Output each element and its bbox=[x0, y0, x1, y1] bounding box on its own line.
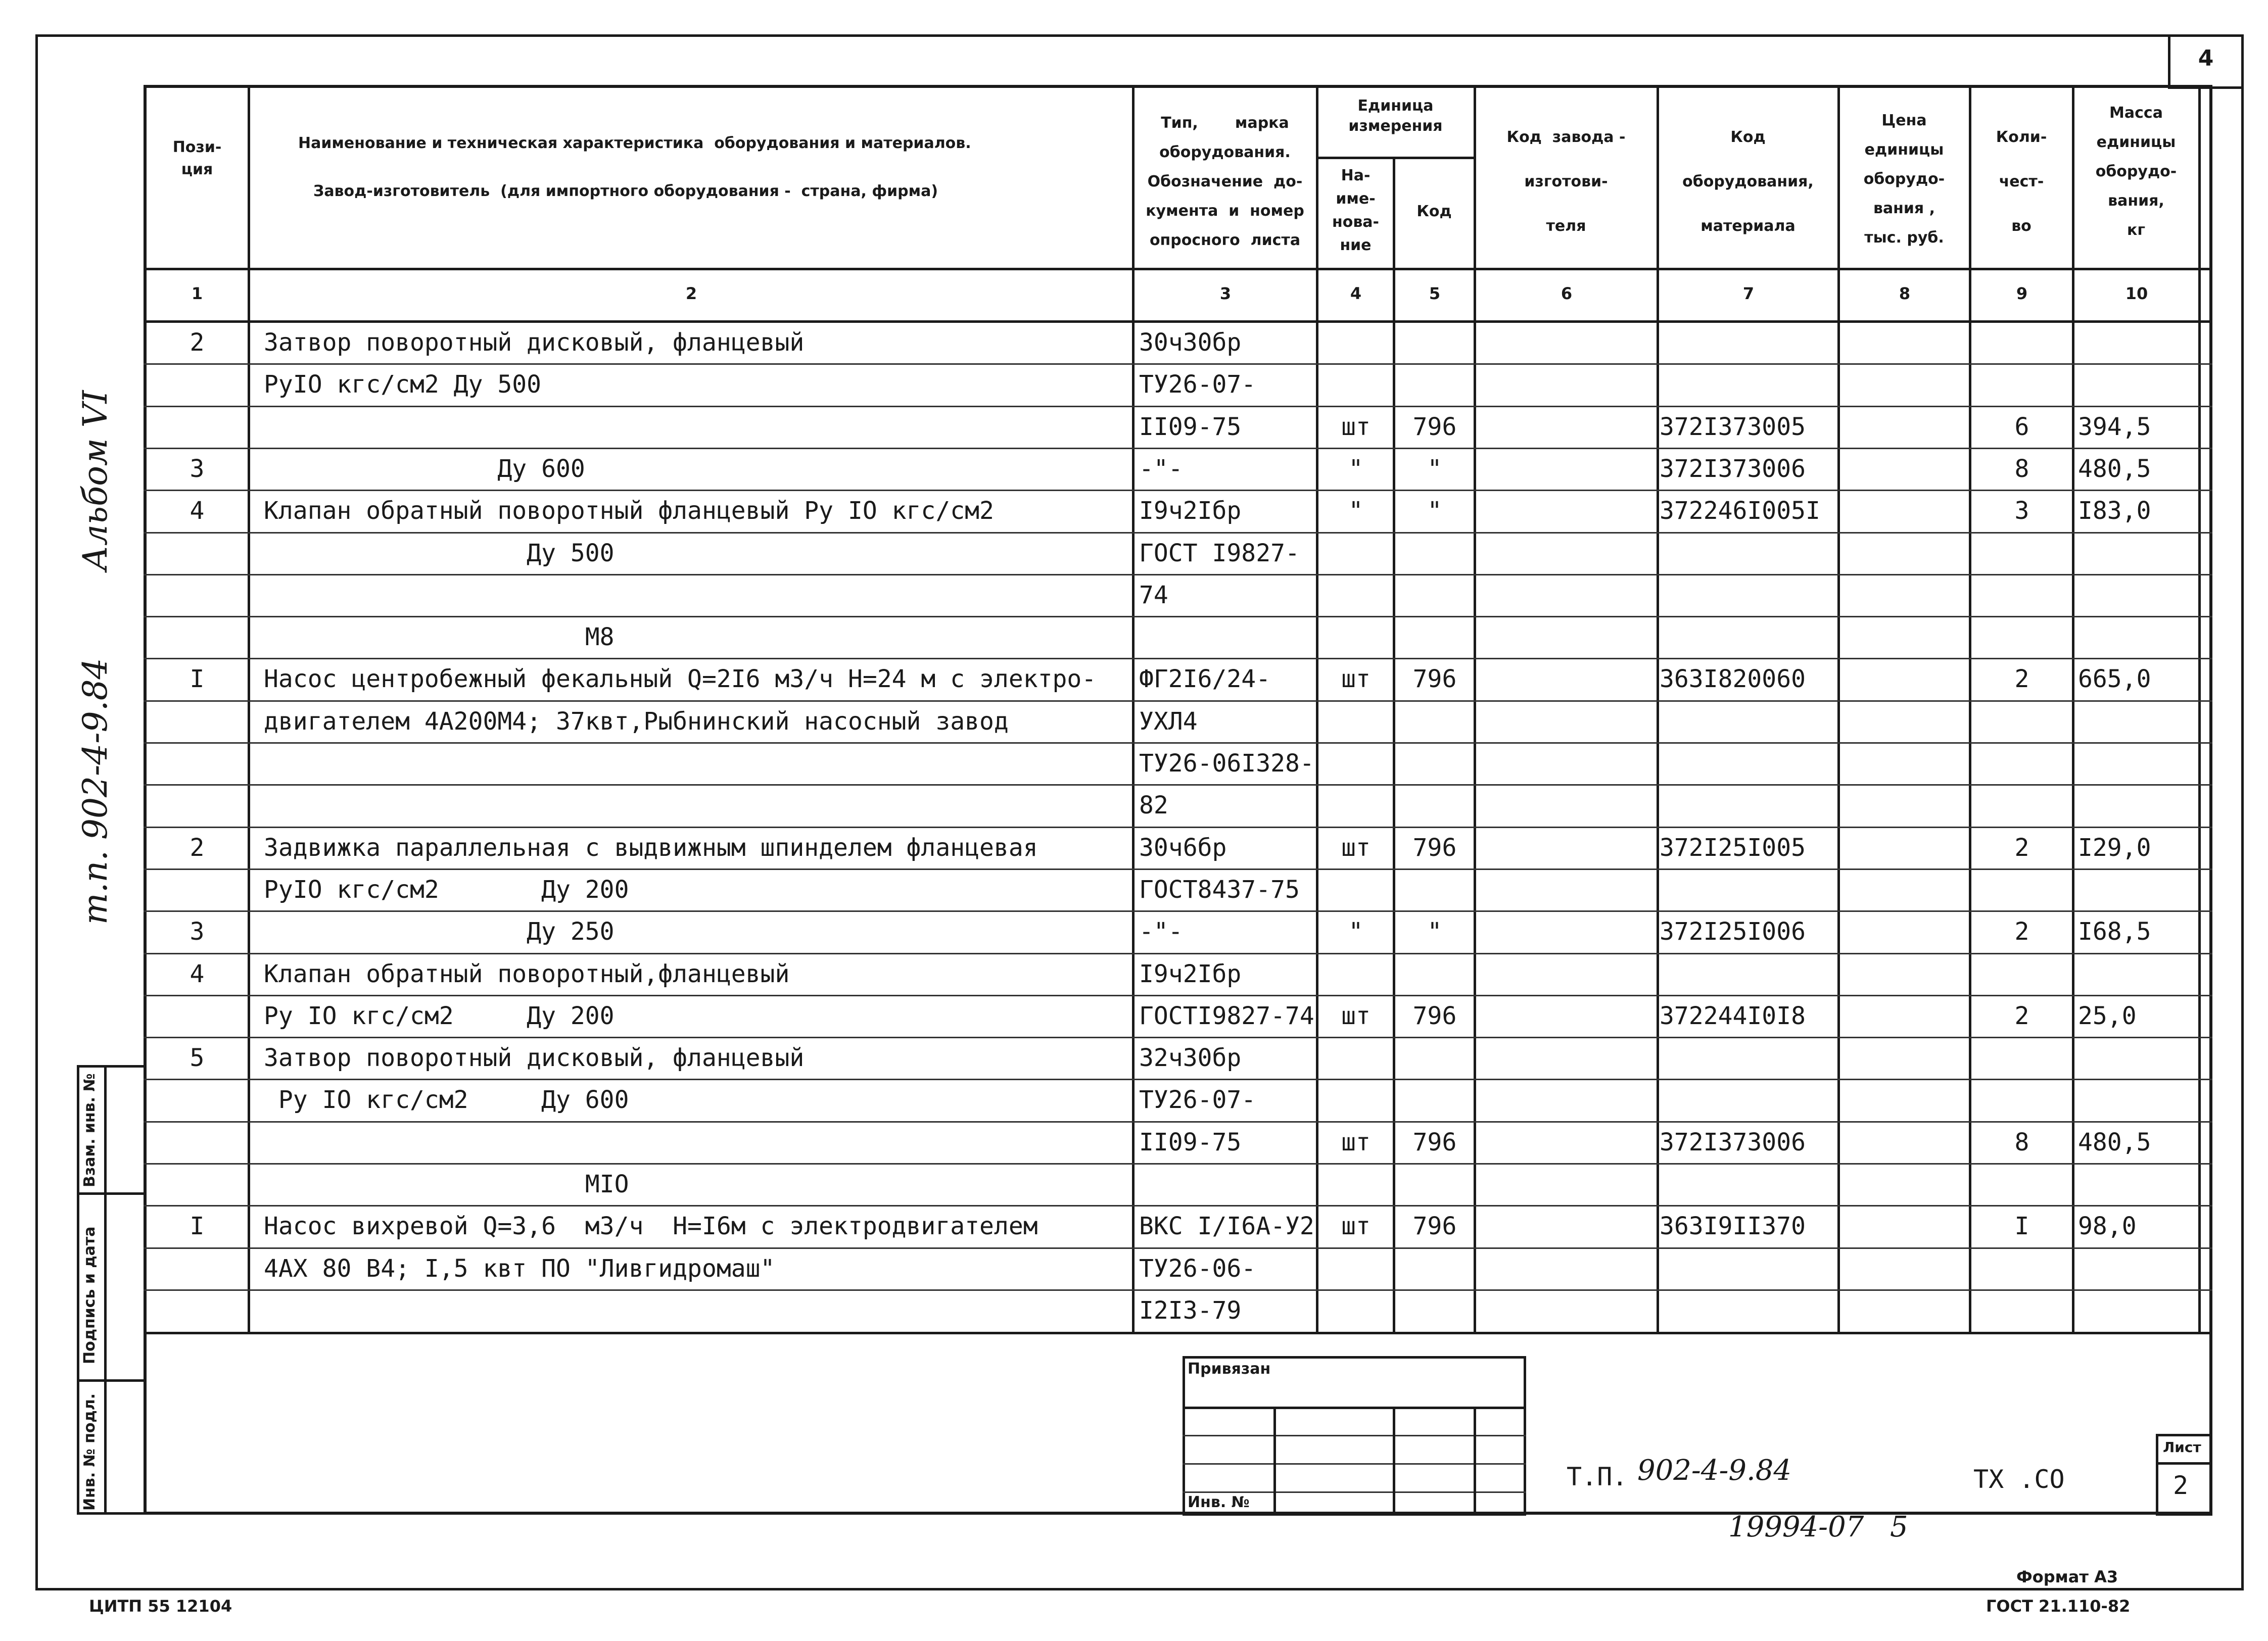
cell-mcode: 363I9II370 bbox=[1660, 1212, 1806, 1240]
cell-pos: 4 bbox=[190, 497, 205, 525]
column-number-7: 7 bbox=[1742, 284, 1755, 303]
row-divider bbox=[144, 448, 2212, 449]
inventory-label: Инв. № bbox=[1188, 1493, 1250, 1511]
side-album-text: Альбом VI bbox=[76, 390, 115, 571]
cell-pos: 2 bbox=[190, 834, 205, 862]
cell-type: УХЛ4 bbox=[1139, 707, 1198, 736]
cell-mcode: 372246I005I bbox=[1660, 497, 1820, 525]
cell-unit: " bbox=[1348, 497, 1363, 525]
cell-mcode: 372I373006 bbox=[1660, 1128, 1806, 1156]
cell-code: " bbox=[1427, 455, 1442, 483]
cell-unit: шт bbox=[1341, 1128, 1371, 1156]
cell-unit: шт bbox=[1341, 1212, 1371, 1240]
binding-v2 bbox=[1393, 1407, 1395, 1516]
cell-unit: " bbox=[1348, 918, 1363, 946]
cell-type: II09-75 bbox=[1139, 413, 1242, 441]
header-unit-name: На- име- нова- ние bbox=[1332, 167, 1380, 254]
cell-mcode: 372I373005 bbox=[1660, 413, 1806, 441]
cell-qty: 6 bbox=[2014, 413, 2029, 441]
binding-v3 bbox=[1474, 1407, 1476, 1516]
table-bottom bbox=[144, 1332, 2212, 1334]
cell-type: I2I3-79 bbox=[1139, 1296, 1242, 1325]
cell-qty: 8 bbox=[2014, 455, 2029, 483]
row-divider bbox=[144, 910, 2212, 912]
cell-type: I9ч2Iбр bbox=[1139, 497, 1242, 525]
header-price: Цена единицы оборудо- вания , тыс. руб. bbox=[1863, 112, 1945, 247]
header-quantity: Коли- чест- во bbox=[1996, 128, 2047, 235]
row-divider bbox=[144, 574, 2212, 575]
cell-name: РуIO кгс/см2 Ду 200 bbox=[264, 876, 629, 904]
col-line-5 bbox=[1474, 85, 1476, 1333]
cell-name: 4АХ 80 В4; I,5 квт ПО "Ливгидромаш" bbox=[264, 1254, 775, 1283]
footer-left: ЦИТП 55 12104 bbox=[89, 1597, 232, 1616]
cell-name: Задвижка параллельная с выдвижным шпинделем фланцевая bbox=[264, 834, 1038, 862]
cell-type: 74 bbox=[1139, 581, 1168, 609]
col-line-2 bbox=[1132, 85, 1135, 1333]
cell-name: Насос вихревой Q=3,6 м3/ч Н=I6м с электродвигателем bbox=[264, 1212, 1038, 1240]
column-number-9: 9 bbox=[2016, 284, 2028, 303]
cell-code: 796 bbox=[1412, 665, 1457, 693]
row-divider bbox=[144, 1163, 2212, 1165]
cell-mass: 394,5 bbox=[2078, 413, 2151, 441]
cell-name: Затвор поворотный дисковый, фланцевый bbox=[264, 1044, 805, 1072]
col-line-6 bbox=[1657, 85, 1659, 1333]
cell-mass: I29,0 bbox=[2078, 834, 2151, 862]
row-divider bbox=[144, 1121, 2212, 1123]
side-stamp-a: Взам. инв. № bbox=[81, 1073, 99, 1187]
cell-type: 30ч6бр bbox=[1139, 834, 1227, 862]
column-number-4: 4 bbox=[1350, 284, 1362, 303]
list-label: Лист bbox=[2163, 1439, 2201, 1456]
colnum-bottom bbox=[144, 320, 2212, 323]
cell-type: ВКС I/I6А-У2 bbox=[1139, 1212, 1314, 1240]
col-line-1 bbox=[248, 85, 250, 1333]
side-stamp-line-1 bbox=[77, 1192, 147, 1195]
archive-sheet: 5 bbox=[1890, 1511, 1908, 1543]
cell-pos: 4 bbox=[190, 960, 205, 988]
cell-name: Затвор поворотный дисковый, фланцевый bbox=[264, 328, 805, 357]
row-divider bbox=[144, 532, 2212, 534]
cell-mass: 665,0 bbox=[2078, 665, 2151, 693]
cell-mcode: 372I373006 bbox=[1660, 455, 1806, 483]
cell-code: 796 bbox=[1412, 834, 1457, 862]
side-stamp-c: Инв. № подл. bbox=[81, 1393, 99, 1511]
tp-number: 902-4-9.84 bbox=[1637, 1454, 1792, 1487]
column-number-8: 8 bbox=[1899, 284, 1911, 303]
corner-sheet-number: 4 bbox=[2198, 45, 2214, 71]
column-number-6: 6 bbox=[1561, 284, 1573, 303]
cell-qty: 2 bbox=[2014, 834, 2029, 862]
doc-code: ТХ .СО bbox=[1973, 1465, 2065, 1494]
cell-name: Ду 600 bbox=[264, 455, 585, 483]
cell-qty: 2 bbox=[2014, 918, 2029, 946]
cell-unit: " bbox=[1348, 455, 1363, 483]
cell-type: 32ч30бр bbox=[1139, 1044, 1242, 1072]
cell-type: ТУ26-07- bbox=[1139, 370, 1256, 399]
cell-pos: 2 bbox=[190, 328, 205, 357]
cell-type: II09-75 bbox=[1139, 1128, 1242, 1156]
row-divider bbox=[144, 700, 2212, 702]
cell-name: Насос центробежный фекальный Q=2I6 м3/ч Н=24 м с электро- bbox=[264, 665, 1097, 693]
cell-name: Клапан обратный поворотный фланцевый Ру IO кгс/см2 bbox=[264, 497, 994, 525]
cell-code: " bbox=[1427, 497, 1442, 525]
row-divider bbox=[144, 1289, 2212, 1291]
cell-name: М8 bbox=[264, 623, 615, 651]
cell-mass: 25,0 bbox=[2078, 1002, 2137, 1030]
cell-pos: 3 bbox=[190, 918, 205, 946]
cell-qty: 2 bbox=[2014, 1002, 2029, 1030]
header-name-line1: Наименование и техническая характеристика оборудования и материалов. bbox=[298, 134, 971, 152]
cell-name: Ду 500 bbox=[264, 539, 615, 567]
col-line-10 bbox=[2198, 85, 2201, 1333]
row-divider bbox=[144, 827, 2212, 828]
column-number-3: 3 bbox=[1219, 284, 1232, 303]
archive-number: 19994-07 bbox=[1728, 1511, 1864, 1543]
cell-pos: 5 bbox=[190, 1044, 205, 1072]
cell-pos: I bbox=[190, 1212, 205, 1240]
row-divider bbox=[144, 995, 2212, 996]
side-stamp-b: Подпись и дата bbox=[81, 1226, 99, 1364]
column-number-5: 5 bbox=[1429, 284, 1441, 303]
cell-code: 796 bbox=[1412, 1212, 1457, 1240]
cell-type: 30ч30бр bbox=[1139, 328, 1242, 357]
row-divider bbox=[144, 658, 2212, 659]
header-material-code: Код оборудования, материала bbox=[1682, 128, 1814, 235]
col-line-3 bbox=[1316, 85, 1318, 1333]
header-position: Пози- ция bbox=[172, 138, 222, 178]
row-divider bbox=[144, 616, 2212, 617]
cell-name: Ду 250 bbox=[264, 918, 615, 946]
row-divider bbox=[144, 1079, 2212, 1080]
cell-unit: шт bbox=[1341, 413, 1371, 441]
cell-mcode: 372244I0I8 bbox=[1660, 1002, 1806, 1030]
cell-name: Ру IO кгс/см2 Ду 200 bbox=[264, 1002, 615, 1030]
cell-mass: I83,0 bbox=[2078, 497, 2151, 525]
cell-name: РуIO кгс/см2 Ду 500 bbox=[264, 370, 542, 399]
row-divider bbox=[144, 490, 2212, 491]
cell-type: ТУ26-06- bbox=[1139, 1254, 1256, 1283]
cell-type: I9ч2Iбр bbox=[1139, 960, 1242, 988]
cell-qty: I bbox=[2014, 1212, 2029, 1240]
cell-unit: шт bbox=[1341, 665, 1371, 693]
col-line-4 bbox=[1393, 157, 1395, 1333]
cell-code: 796 bbox=[1412, 413, 1457, 441]
cell-mcode: 363I820060 bbox=[1660, 665, 1806, 693]
cell-mass: I68,5 bbox=[2078, 918, 2151, 946]
cell-mass: 480,5 bbox=[2078, 1128, 2151, 1156]
cell-type: 82 bbox=[1139, 791, 1168, 819]
col-line-9 bbox=[2072, 85, 2074, 1333]
cell-code: 796 bbox=[1412, 1002, 1457, 1030]
col-line-8 bbox=[1969, 85, 1971, 1333]
column-number-1: 1 bbox=[191, 284, 203, 303]
row-divider bbox=[144, 363, 2212, 365]
list-box-split bbox=[2156, 1462, 2212, 1465]
header-unit-code: Код bbox=[1416, 203, 1452, 220]
side-stamp-divider bbox=[104, 1065, 107, 1515]
row-divider bbox=[144, 1037, 2212, 1038]
cell-qty: 2 bbox=[2014, 665, 2029, 693]
col-line-7 bbox=[1837, 85, 1840, 1333]
cell-unit: шт bbox=[1341, 1002, 1371, 1030]
cell-mass: 98,0 bbox=[2078, 1212, 2137, 1240]
cell-code: 796 bbox=[1412, 1128, 1457, 1156]
row-divider bbox=[144, 1205, 2212, 1206]
cell-type: -"- bbox=[1139, 918, 1183, 946]
cell-type: ГОСТI9827-74 bbox=[1139, 1002, 1314, 1030]
unit-header-split bbox=[1316, 157, 1474, 159]
cell-name: Ру IO кгс/см2 Ду 600 bbox=[264, 1086, 629, 1114]
cell-type: ГОСТ I9827- bbox=[1139, 539, 1300, 567]
side-project-text: т.п. 902-4-9.84 bbox=[76, 658, 115, 925]
row-divider bbox=[144, 742, 2212, 744]
format-label: Формат А3 bbox=[2016, 1567, 2118, 1586]
header-unit: Единица измерения bbox=[1348, 97, 1443, 135]
side-stamp-line-2 bbox=[77, 1379, 147, 1382]
cell-pos: I bbox=[190, 665, 205, 693]
header-type: Тип, марка оборудования. Обозначение до- кумента и номер опросного листа bbox=[1146, 114, 1304, 249]
header-plant-code: Код завода - изготови- теля bbox=[1506, 128, 1626, 235]
header-bottom bbox=[144, 268, 2212, 270]
column-number-2: 2 bbox=[685, 284, 697, 303]
cell-name: Клапан обратный поворотный,фланцевый bbox=[264, 960, 790, 988]
cell-type: -"- bbox=[1139, 455, 1183, 483]
cell-unit: шт bbox=[1341, 834, 1371, 862]
row-divider bbox=[144, 784, 2212, 786]
cell-qty: 3 bbox=[2014, 497, 2029, 525]
gost-label: ГОСТ 21.110-82 bbox=[1986, 1597, 2131, 1616]
column-number-10: 10 bbox=[2125, 284, 2148, 303]
cell-name: МIO bbox=[264, 1170, 629, 1198]
binding-label: Привязан bbox=[1188, 1360, 1271, 1378]
cell-mcode: 372I25I006 bbox=[1660, 918, 1806, 946]
row-divider bbox=[144, 868, 2212, 870]
cell-code: " bbox=[1427, 918, 1442, 946]
header-mass: Масса единицы оборудо- вания, кг bbox=[2095, 104, 2177, 239]
cell-pos: 3 bbox=[190, 455, 205, 483]
cell-qty: 8 bbox=[2014, 1128, 2029, 1156]
cell-mass: 480,5 bbox=[2078, 455, 2151, 483]
cell-type: ТУ26-07- bbox=[1139, 1086, 1256, 1114]
cell-type: ГОСТ8437-75 bbox=[1139, 876, 1300, 904]
list-number: 2 bbox=[2173, 1471, 2189, 1500]
cell-mcode: 372I25I005 bbox=[1660, 834, 1806, 862]
cell-name: двигателем 4А200М4; 37квт,Рыбнинский насосный завод bbox=[264, 707, 1009, 736]
cell-type: ТУ26-06I328- bbox=[1139, 749, 1314, 778]
header-name-line2: Завод-изготовитель (для импортного оборудования - страна, фирма) bbox=[313, 182, 938, 200]
tp-label: Т.П. bbox=[1567, 1462, 1628, 1491]
row-divider bbox=[144, 953, 2212, 954]
binding-v1 bbox=[1273, 1407, 1276, 1516]
row-divider bbox=[144, 406, 2212, 407]
row-divider bbox=[144, 1247, 2212, 1249]
cell-type: ФГ2I6/24- bbox=[1139, 665, 1271, 693]
